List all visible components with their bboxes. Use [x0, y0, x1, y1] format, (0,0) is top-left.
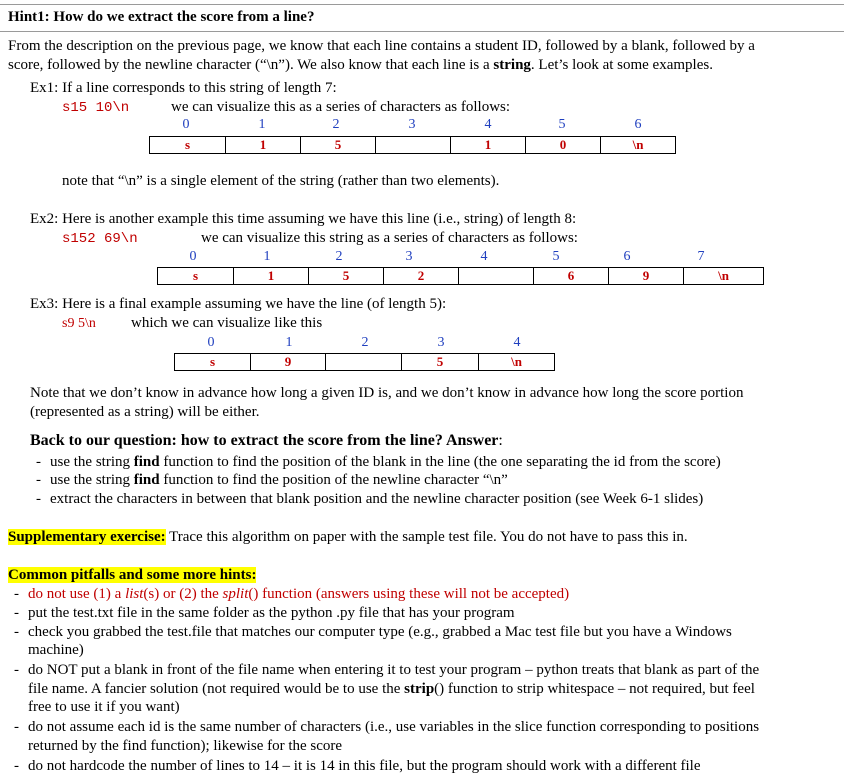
ex2-index-3: 3	[405, 249, 413, 264]
ex3-cell-4: \n	[478, 354, 554, 370]
ex2-cell-1: 1	[233, 268, 308, 284]
pitfall-5-line-1: do not assume each id is the same number of characters (i.e., use variables in the slice function corresponding to positions	[28, 719, 760, 735]
bullet-dash: -	[14, 586, 19, 602]
ex1-index-4: 4	[484, 117, 492, 132]
pitfall-3-line-1: check you grabbed the test.file that matches our computer type (e.g., grabbed a Mac test file but you have a Windows	[28, 624, 732, 640]
intro-line-1: From the description on the previous page, we know that each line contains a student ID, followed by a blank, followed by a	[8, 38, 755, 54]
ex1-cell-3	[375, 137, 450, 153]
ex1-cell-2: 5	[300, 137, 375, 153]
ex3-desc: which we can visualize like this	[131, 315, 323, 331]
ex1-note: note that “\n” is a single element of the string (rather than two elements).	[62, 173, 500, 189]
pitfall-2: put the test.txt file in the same folder as the python .py file that has your program	[28, 605, 515, 621]
ex1-index-5: 5	[558, 117, 566, 132]
ex2-lead: Ex2: Here is another example this time assuming we have this line (i.e., string) of length 8:	[30, 211, 577, 227]
ex1-index-3: 3	[408, 117, 416, 132]
ex1-string-cells	[149, 136, 676, 154]
ex2-desc: we can visualize this string as a series of characters as follows:	[201, 230, 578, 246]
pitfall-6: do not hardcode the number of lines to 14 – it is 14 in this file, but the program should work with a different file	[28, 758, 701, 774]
ex1-lead: Ex1: If a line corresponds to this string of length 7:	[30, 80, 337, 96]
ex3-cell-3: 5	[401, 354, 478, 370]
bullet-dash: -	[14, 624, 19, 640]
ex3-index-0: 0	[207, 335, 215, 350]
answer-heading: Back to our question: how to extract the score from the line? Answer:	[30, 432, 503, 449]
ex2-cell-2: 5	[308, 268, 383, 284]
pitfall-4-line-3: free to use it if you want)	[28, 699, 180, 715]
supplementary-exercise: Supplementary exercise: Trace this algorithm on paper with the sample test file. You do not have to pass this in.	[8, 529, 688, 545]
ex1-index-0: 0	[182, 117, 190, 132]
ex1-cell-6: \n	[600, 137, 675, 153]
ex1-cell-5: 0	[525, 137, 600, 153]
bullet-dash: -	[14, 758, 19, 774]
ex2-code: s152 69\n	[62, 231, 138, 247]
ex2-cell-4	[458, 268, 533, 284]
top-rule	[0, 4, 844, 5]
ex2-index-4: 4	[480, 249, 488, 264]
pitfall-4-line-2: file name. A fancier solution (not required would be to use the strip() function to strip whitespace – not required, but feel	[28, 681, 755, 697]
title-rule	[0, 31, 844, 32]
ex2-index-7: 7	[697, 249, 705, 264]
pitfall-3-line-2: machine)	[28, 642, 84, 658]
bullet-dash: -	[36, 472, 41, 488]
hint-title: Hint1: How do we extract the score from a line?	[8, 9, 315, 25]
ex2-string-cells	[157, 267, 764, 285]
pitfall-1: do not use (1) a list(s) or (2) the split() function (answers using these will not be accepted)	[28, 586, 570, 602]
ex3-lead: Ex3: Here is a final example assuming we have the line (of length 5):	[30, 296, 447, 312]
ex3-index-4: 4	[513, 335, 521, 350]
bullet-dash: -	[14, 719, 19, 735]
ex3-index-1: 1	[285, 335, 293, 350]
ex1-desc: we can visualize this as a series of characters as follows:	[171, 99, 511, 115]
ex2-cell-5: 6	[533, 268, 608, 284]
ex1-code: s15 10\n	[62, 100, 130, 116]
ex1-index-6: 6	[634, 117, 642, 132]
ex1-cell-0: s	[184, 137, 191, 152]
ex2-index-6: 6	[623, 249, 631, 264]
ex2-index-1: 1	[263, 249, 271, 264]
bullet-dash: -	[14, 605, 19, 621]
ex1-cell-4: 1	[450, 137, 525, 153]
bullet-dash: -	[36, 454, 41, 470]
ex1-index-1: 1	[258, 117, 266, 132]
ex2-index-0: 0	[189, 249, 197, 264]
ex2-cell-3: 2	[383, 268, 458, 284]
answer-step-1: use the string find function to find the position of the blank in the line (the one separating the id from the score)	[50, 454, 721, 470]
ex3-string-cells	[174, 353, 555, 371]
ex3-index-2: 2	[361, 335, 369, 350]
ex3-cell-1: 9	[250, 354, 325, 370]
answer-step-2: use the string find function to find the position of the newline character “\n”	[50, 472, 508, 488]
answer-step-3: extract the characters in between that blank position and the newline character position (see Week 6-1 slides)	[50, 491, 704, 507]
intro-line-2: score, followed by the newline character (“\n”). We also know that each line is a string. Let’s look at some examples.	[8, 57, 713, 73]
ex3-cell-2	[325, 354, 401, 370]
ex3-code: s9 5\n	[62, 316, 96, 331]
pitfall-4-line-1: do NOT put a blank in front of the file name when entering it to test your program – python treats that blank as part of the	[28, 662, 760, 678]
ex1-cell-1: 1	[225, 137, 300, 153]
ex2-cell-6: 9	[608, 268, 683, 284]
ex3-cell-0: s	[209, 354, 216, 369]
ex2-index-5: 5	[552, 249, 560, 264]
ex2-cell-7: \n	[683, 268, 763, 284]
pitfalls-heading: Common pitfalls and some more hints:	[8, 567, 257, 583]
ex2-cell-0: s	[192, 268, 199, 283]
ex3-index-3: 3	[437, 335, 445, 350]
note-line-2: (represented as a string) will be either.	[30, 404, 260, 420]
ex1-index-2: 2	[332, 117, 340, 132]
bullet-dash: -	[36, 491, 41, 507]
bullet-dash: -	[14, 662, 19, 678]
note-line-1: Note that we don’t know in advance how long a given ID is, and we don’t know in advance how long the score portion	[30, 385, 744, 401]
ex2-index-2: 2	[335, 249, 343, 264]
pitfall-5-line-2: returned by the find function); likewise for the score	[28, 738, 343, 754]
